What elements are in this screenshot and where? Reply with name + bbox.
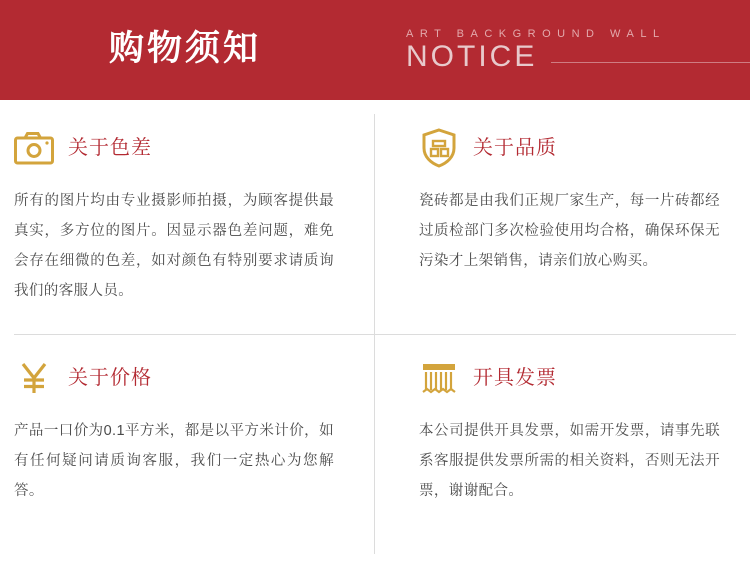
section-title: 开具发票 xyxy=(473,367,557,389)
section-header xyxy=(419,358,720,398)
section-header xyxy=(419,128,720,168)
invoice-icon xyxy=(419,358,459,398)
section-title: 关于品质 xyxy=(473,137,557,159)
section-title: 关于价格 xyxy=(68,367,152,389)
notice-section-color xyxy=(0,100,375,334)
notice-section-price xyxy=(0,334,375,568)
camera-icon xyxy=(14,128,54,168)
section-header xyxy=(14,358,345,398)
header-title-block xyxy=(0,0,370,100)
notice-section-invoice xyxy=(375,334,750,568)
section-body: 瓷砖都是由我们正规厂家生产，每一片砖都经过质检部门多次检验使用均合格，确保环保无污染才上架销售，请亲们放心购买。 xyxy=(419,193,720,269)
notice-section-quality xyxy=(375,100,750,334)
header-subtitle-en: ART BACKGROUND WALL xyxy=(406,28,666,40)
header-rule-line xyxy=(551,62,750,63)
page-title: 购物须知 xyxy=(108,28,261,68)
header-title-en-row xyxy=(406,42,750,72)
section-body: 本公司提供开具发票，如需开发票，请事先联系客服提供发票所需的相关资料，否则无法开票，谢谢配合。 xyxy=(419,423,720,499)
section-title: 关于色差 xyxy=(68,137,152,159)
header-subtitle-block xyxy=(370,0,750,100)
section-body: 所有的图片均由专业摄影师拍摄，为顾客提供最真实，多方位的图片。因显示器色差问题，难免会存在细微的色差，如对颜色有特别要求请质询我们的客服人员。 xyxy=(14,193,334,299)
yen-price-icon xyxy=(14,358,54,398)
section-header xyxy=(14,128,345,168)
shield-quality-icon xyxy=(419,128,459,168)
header-title-en: NOTICE xyxy=(406,40,538,73)
page-header xyxy=(0,0,750,100)
section-body: 产品一口价为0.1平方米，都是以平方米计价，如有任何疑问请质询客服，我们一定热心为您解答。 xyxy=(14,423,334,499)
notice-grid xyxy=(0,100,750,568)
